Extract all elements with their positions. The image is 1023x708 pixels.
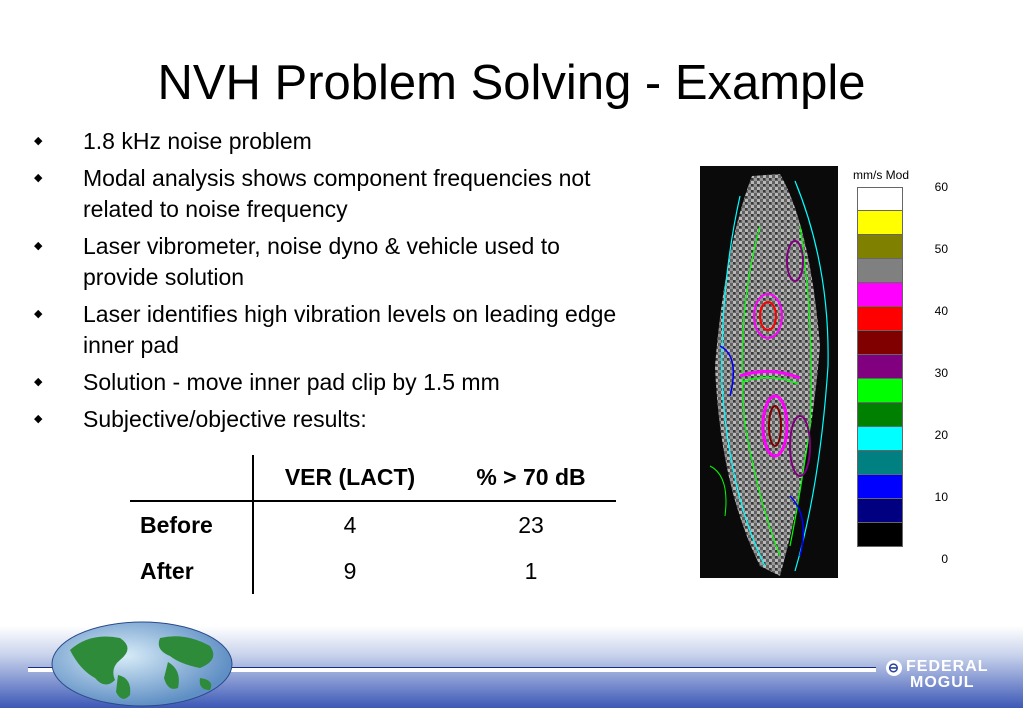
diamond-bullet-icon: ◆: [34, 376, 43, 388]
color-scale: [857, 187, 903, 547]
table-row: [130, 501, 616, 548]
bullet-list: [30, 126, 640, 441]
diamond-bullet-icon: ◆: [34, 240, 43, 252]
cell-pct-after: 1: [524, 557, 538, 584]
legend-tick: 40: [934, 304, 948, 318]
bullet-text: 1.8 kHz noise problem: [83, 128, 312, 154]
globe-logo: [50, 620, 234, 708]
laser-vibrometer-scan-image: [700, 166, 838, 578]
diamond-bullet-icon: ◆: [34, 308, 43, 320]
color-swatch: [857, 259, 903, 283]
color-swatch: [857, 451, 903, 475]
brand-line-1: FEDERAL: [906, 658, 989, 675]
bullet-text: Laser identifies high vibration levels on leading edge inner pad: [83, 301, 617, 358]
table-header-row: [130, 455, 616, 501]
results-table: [130, 455, 616, 594]
bullet-text: Solution - move inner pad clip by 1.5 mm: [83, 369, 500, 395]
color-swatch: [857, 211, 903, 235]
diamond-bullet-icon: ◆: [34, 135, 43, 147]
bullet-item: [30, 299, 640, 361]
table-row: [130, 548, 616, 594]
color-swatch: [857, 475, 903, 499]
bullet-text: Subjective/objective results:: [83, 406, 367, 432]
legend-tick: 50: [934, 242, 948, 256]
bullet-item: [30, 367, 640, 398]
bullet-text: Laser vibrometer, noise dyno & vehicle used to provide solution: [83, 233, 560, 290]
legend-tick: 60: [934, 180, 948, 194]
legend-tick: 0: [941, 552, 948, 566]
slide-title: NVH Problem Solving - Example: [157, 56, 866, 110]
color-swatch: [857, 379, 903, 403]
federal-mogul-emblem-icon: ⊖: [886, 660, 902, 676]
bullet-item: [30, 231, 640, 293]
color-swatch: [857, 187, 903, 211]
color-swatch: [857, 235, 903, 259]
bullet-item: [30, 126, 640, 157]
color-swatch: [857, 523, 903, 547]
bullet-item: [30, 163, 640, 225]
legend-tick: 30: [934, 366, 948, 380]
cell-pct-before: 23: [518, 511, 544, 538]
color-swatch: [857, 355, 903, 379]
row-label-before: Before: [130, 501, 253, 548]
federal-mogul-logo: [886, 660, 989, 690]
bullet-item: [30, 404, 640, 435]
bullet-text: Modal analysis shows component frequencies not related to noise frequency: [83, 165, 591, 222]
color-swatch: [857, 427, 903, 451]
cell-ver-before: 4: [343, 511, 357, 538]
legend-unit-label: mm/s Mod: [853, 168, 910, 182]
color-swatch: [857, 499, 903, 523]
color-swatch: [857, 283, 903, 307]
legend-tick: 20: [934, 428, 948, 442]
cell-ver-after: 9: [343, 557, 357, 584]
color-swatch: [857, 403, 903, 427]
table-header-pct: % > 70 dB: [446, 455, 616, 501]
color-swatch: [857, 331, 903, 355]
diamond-bullet-icon: ◆: [34, 413, 43, 425]
table-header-blank: [130, 455, 253, 501]
table-header-ver: VER (LACT): [253, 455, 446, 501]
row-label-after: After: [130, 548, 253, 594]
brand-line-2: MOGUL: [910, 674, 975, 691]
color-swatch: [857, 307, 903, 331]
diamond-bullet-icon: ◆: [34, 172, 43, 184]
legend-tick: 10: [934, 490, 948, 504]
